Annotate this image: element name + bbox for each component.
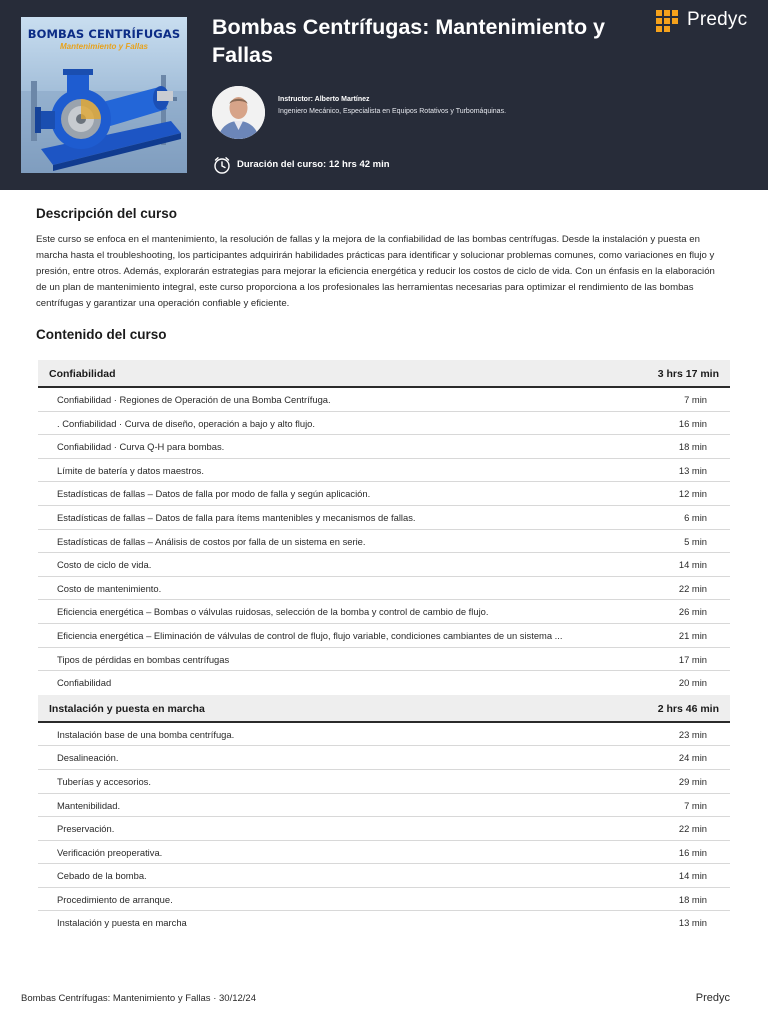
lesson-title: Instalación y puesta en marcha xyxy=(57,917,187,929)
lesson-row[interactable] xyxy=(38,864,730,888)
lesson-title: Desalineación. xyxy=(57,752,119,764)
instructor-avatar xyxy=(212,86,265,139)
lesson-row[interactable] xyxy=(38,888,730,912)
lesson-title: Mantenibilidad. xyxy=(57,799,121,811)
lesson-title: Estadísticas de fallas – Datos de falla por modo de falla y según aplicación. xyxy=(57,488,371,500)
lesson-duration: 6 min xyxy=(684,511,707,523)
instructor-name: Instructor: Alberto Martínez xyxy=(278,96,370,103)
lesson-duration: 14 min xyxy=(678,559,707,571)
lesson-duration: 22 min xyxy=(678,582,707,594)
content-heading: Contenido del curso xyxy=(36,327,167,342)
lesson-duration: 29 min xyxy=(678,775,707,787)
lesson-duration: 26 min xyxy=(678,606,707,618)
lesson-row[interactable] xyxy=(38,577,730,601)
pump-illustration xyxy=(21,51,187,173)
lesson-row[interactable] xyxy=(38,388,730,412)
lesson-row[interactable] xyxy=(38,600,730,624)
lesson-title: Confiabilidad · Regiones de Operación de una Bomba Centrífuga. xyxy=(57,394,331,405)
lesson-title: Instalación base de una bomba centrífuga. xyxy=(57,728,235,740)
lesson-duration: 5 min xyxy=(684,535,707,547)
lesson-title: Cebado de la bomba. xyxy=(57,870,147,882)
lesson-duration: 16 min xyxy=(678,846,707,858)
course-duration: Duración del curso: 12 hrs 42 min xyxy=(237,159,390,170)
course-title: Bombas Centrífugas: Mantenimiento y Fallas xyxy=(212,15,606,67)
lesson-row[interactable] xyxy=(38,746,730,770)
lesson-row[interactable] xyxy=(38,506,730,530)
lesson-duration: 17 min xyxy=(678,653,707,665)
lesson-row[interactable] xyxy=(38,648,730,672)
lesson-title: Límite de batería y datos maestros. xyxy=(57,464,204,476)
instructor-description: Ingeniero Mecánico, Especialista en Equipos Rotativos y Turbomáquinas. xyxy=(278,108,507,115)
course-header xyxy=(0,0,768,190)
lesson-row[interactable] xyxy=(38,794,730,818)
lesson-row[interactable] xyxy=(38,817,730,841)
logo-grid-icon xyxy=(656,10,678,32)
lesson-row[interactable] xyxy=(38,841,730,865)
course-content-table xyxy=(38,360,730,935)
section-header[interactable] xyxy=(38,695,730,723)
cover-subtitle: Mantenimiento y Fallas xyxy=(59,42,149,51)
lesson-title: Costo de mantenimiento. xyxy=(57,582,162,594)
lesson-row[interactable] xyxy=(38,723,730,747)
lesson-title: Eficiencia energética – Bombas o válvulas ruidosas, selección de la bomba y control de cambio de flujo. xyxy=(57,606,489,618)
lesson-duration: 14 min xyxy=(678,870,707,882)
lesson-title: Estadísticas de fallas – Datos de falla para ítems mantenibles y mecanismos de fallas. xyxy=(57,511,416,523)
lesson-title: Confiabilidad xyxy=(57,677,112,689)
section-duration: 2 hrs 46 min xyxy=(657,702,719,715)
cover-title: BOMBAS CENTRÍFUGAS xyxy=(27,27,181,41)
section-title: Instalación y puesta en marcha xyxy=(49,702,205,715)
lesson-duration: 12 min xyxy=(678,488,707,500)
section-duration: 3 hrs 17 min xyxy=(657,368,719,380)
lesson-row[interactable] xyxy=(38,482,730,506)
lesson-title: Costo de ciclo de vida. xyxy=(57,559,152,571)
lesson-row[interactable] xyxy=(38,412,730,436)
lesson-row[interactable] xyxy=(38,530,730,554)
lesson-title: Verificación preoperativa. xyxy=(57,846,163,858)
lesson-duration: 13 min xyxy=(678,464,707,476)
lesson-row[interactable] xyxy=(38,911,730,935)
course-cover-image xyxy=(21,17,187,173)
lesson-title: Eficiencia energética – Eliminación de válvulas de control de flujo, flujo variable, condiciones cambiantes de un sistema ... xyxy=(57,629,563,641)
lesson-duration: 20 min xyxy=(678,677,707,689)
lesson-row[interactable] xyxy=(38,770,730,794)
lesson-duration: 22 min xyxy=(678,823,707,835)
lesson-duration: 7 min xyxy=(684,394,707,405)
lesson-duration: 24 min xyxy=(678,752,707,764)
section-title: Confiabilidad xyxy=(49,368,116,380)
lesson-title: Estadísticas de fallas – Análisis de costos por falla de un sistema en serie. xyxy=(57,535,366,547)
lesson-duration: 23 min xyxy=(678,728,707,740)
lesson-duration: 18 min xyxy=(678,893,707,905)
lesson-row[interactable] xyxy=(38,553,730,577)
lesson-row[interactable] xyxy=(38,624,730,648)
lesson-duration: 18 min xyxy=(678,441,707,453)
lesson-row[interactable] xyxy=(38,671,730,695)
lesson-title: . Confiabilidad · Curva de diseño, operación a bajo y alto flujo. xyxy=(57,417,315,429)
lesson-duration: 16 min xyxy=(678,417,707,429)
description-text: Este curso se enfoca en el mantenimiento, la resolución de fallas y la mejora de la confiabilidad de las bombas centrífugas. Desde la instalación y puesta en marcha hasta el troubleshooting, los participantes adquirirán habilidades prácticas para identificar y solucionar problemas comunes, como variaciones en flujo y presión, entre otros. Además, explorarán estrategias para mejorar la eficiencia energética y reducir los costos de ciclo de vida. Con un énfasis en la elaboración de un plan de mantenimiento integral, este curso proporciona a los profesionales las herramientas necesarias para optimizar el rendimiento de las bombas centrífugas y garantizar una operación confiable y eficiente. xyxy=(36,234,715,309)
lesson-row[interactable] xyxy=(38,435,730,459)
lesson-duration: 21 min xyxy=(678,629,707,641)
lesson-title: Tuberías y accesorios. xyxy=(57,775,151,787)
logo-text: Predyc xyxy=(687,9,748,30)
lesson-title: Confiabilidad · Curva Q-H para bombas. xyxy=(57,441,225,453)
lesson-title: Procedimiento de arranque. xyxy=(57,893,173,905)
clock-icon xyxy=(213,156,231,174)
predyc-logo[interactable] xyxy=(656,9,756,33)
footer-brand: Predyc xyxy=(695,992,730,1004)
lesson-duration: 13 min xyxy=(678,917,707,929)
lesson-title: Tipos de pérdidas en bombas centrífugas xyxy=(57,653,230,665)
lesson-title: Preservación. xyxy=(57,823,115,835)
description-heading: Descripción del curso xyxy=(36,206,178,221)
lesson-row[interactable] xyxy=(38,459,730,483)
lesson-duration: 7 min xyxy=(684,799,707,811)
footer-course-date: Bombas Centrífugas: Mantenimiento y Fallas · 30/12/24 xyxy=(21,993,256,1004)
section-header[interactable] xyxy=(38,360,730,388)
